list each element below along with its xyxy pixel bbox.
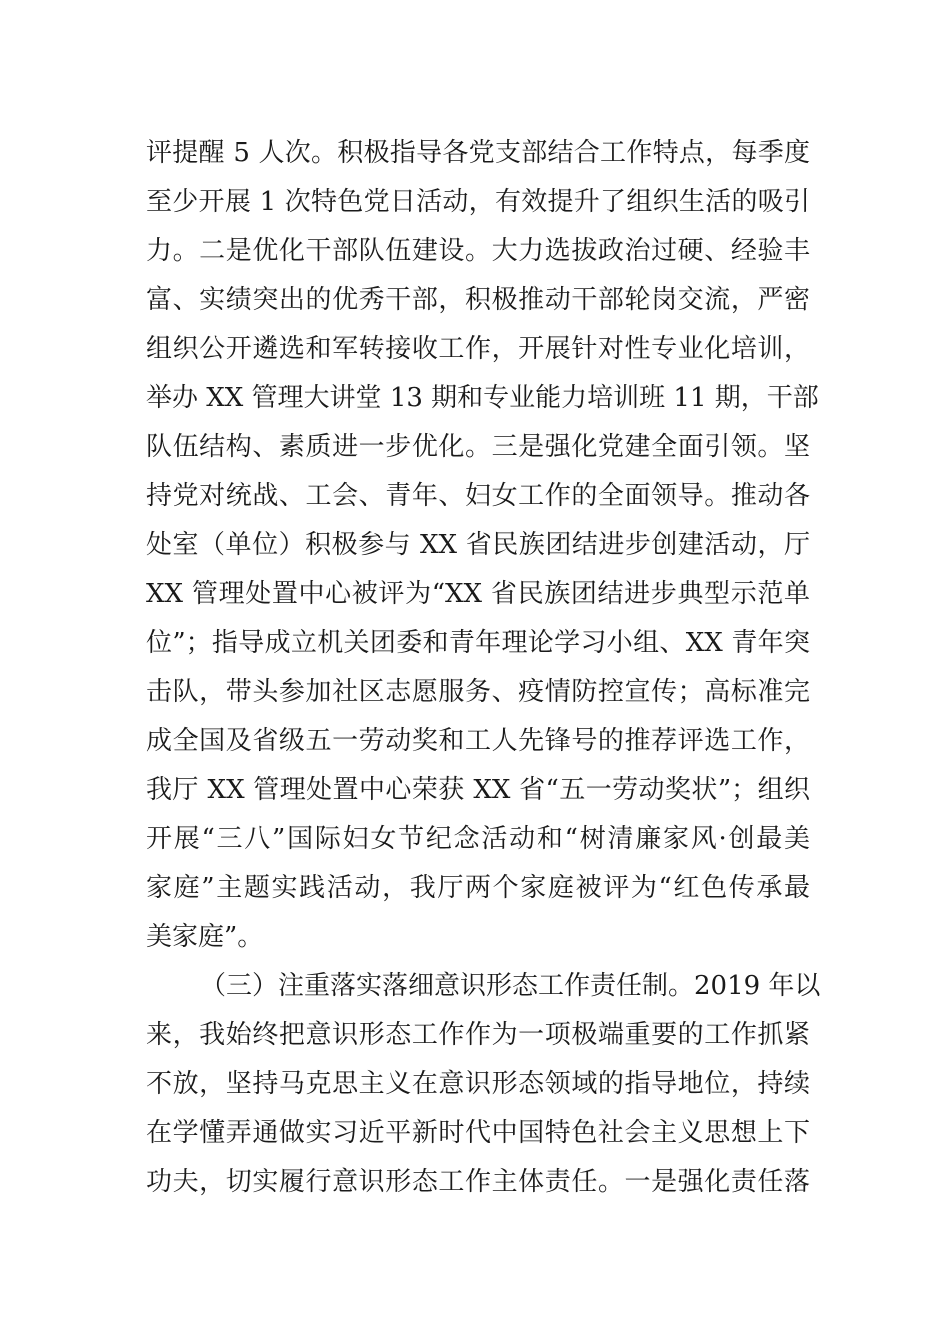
text-line: 至少开展 1 次特色党日活动，有效提升了组织生活的吸引	[146, 187, 810, 217]
text-line: 开展“三八”国际妇女节纪念活动和“树清廉家风·创最美	[146, 824, 810, 854]
text-line: 来，我始终把意识形态工作作为一项极端重要的工作抓紧	[146, 1020, 810, 1050]
text-line: 功夫，切实履行意识形态工作主体责任。一是强化责任落	[146, 1167, 810, 1197]
text-line: 在学懂弄通做实习近平新时代中国特色社会主义思想上下	[146, 1118, 810, 1148]
text-line: 力。二是优化干部队伍建设。大力选拔政治过硬、经验丰	[146, 236, 810, 266]
text-line: 击队，带头参加社区志愿服务、疫情防控宣传；高标准完	[146, 677, 810, 707]
section-heading-line: （三）注重落实落细意识形态工作责任制。2019 年以	[200, 971, 821, 1001]
text-line: 不放，坚持马克思主义在意识形态领域的指导地位，持续	[146, 1069, 810, 1099]
text-line: 我厅 XX 管理处置中心荣获 XX 省“五一劳动奖状”；组织	[146, 775, 810, 805]
text-line: 举办 XX 管理大讲堂 13 期和专业能力培训班 11 期，干部	[146, 383, 819, 413]
text-line: 富、实绩突出的优秀干部，积极推动干部轮岗交流，严密	[146, 285, 810, 315]
text-line: 处室（单位）积极参与 XX 省民族团结进步创建活动，厅	[146, 530, 810, 560]
text-line: 队伍结构、素质进一步优化。三是强化党建全面引领。坚	[146, 432, 810, 462]
text-line: 家庭”主题实践活动，我厅两个家庭被评为“红色传承最	[146, 873, 810, 903]
text-line: 美家庭”。	[146, 922, 264, 952]
text-line: 持党对统战、工会、青年、妇女工作的全面领导。推动各	[146, 481, 810, 511]
text-line: 组织公开遴选和军转接收工作，开展针对性专业化培训，	[146, 334, 810, 364]
text-line: 评提醒 5 人次。积极指导各党支部结合工作特点，每季度	[146, 138, 810, 168]
text-line: 位”；指导成立机关团委和青年理论学习小组、XX 青年突	[146, 628, 810, 658]
text-line: 成全国及省级五一劳动奖和工人先锋号的推荐评选工作，	[146, 726, 810, 756]
text-line: XX 管理处置中心被评为“XX 省民族团结进步典型示范单	[146, 579, 810, 609]
